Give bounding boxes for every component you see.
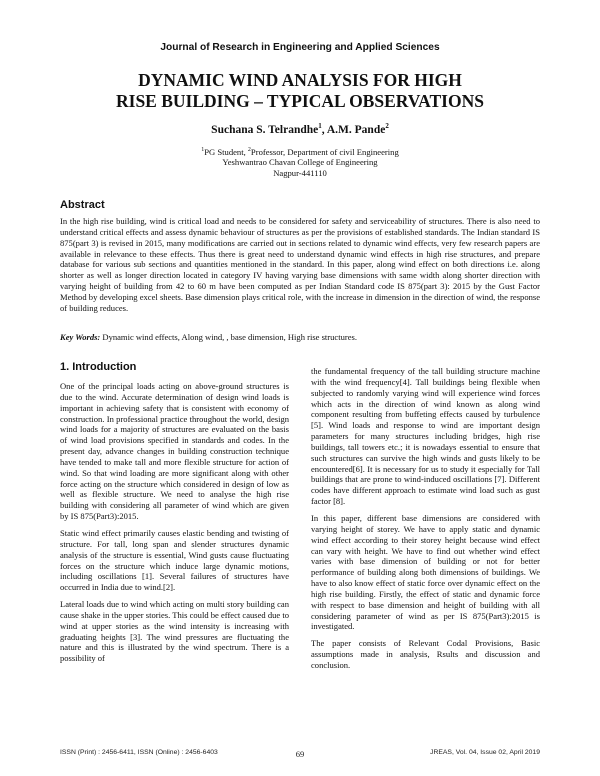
intro-paragraph-3: Lateral loads due to wind which acting on multi story building can cause shake in the upper stories. This could be effect caused due to wind at upper stories as the wind intensity is increasing with graduating heights [3]. The wind pressures are fluctuating the nature and this is illustrated by the wind spectrum. There is a possibility of: [60, 599, 289, 664]
affil-sup-1: 1: [201, 147, 205, 153]
journal-header: Journal of Research in Engineering and Applied Sciences: [160, 42, 440, 53]
title-line-1: DYNAMIC WIND ANALYSIS FOR HIGH: [138, 70, 462, 90]
abstract-heading: Abstract: [60, 199, 105, 211]
intro-paragraph-2: Static wind effect primarily causes elastic bending and twisting of structure. For tall, long span and slender structures dynamic analysis of the structure is essential, Wind gusts cause fluctuating forces on the structure which induce large dynamic motions, including oscillations [1]. Several failures of structures have occurred in India due to wind.[2].: [60, 527, 289, 593]
left-column: [60, 381, 289, 670]
author-1-sup: 1: [318, 122, 322, 130]
author-2-sup: 2: [385, 122, 389, 130]
paper-title: [60, 70, 540, 112]
title-line-2: RISE BUILDING – TYPICAL OBSERVATIONS: [116, 91, 484, 111]
page-number: 69: [295, 749, 305, 759]
intro-heading: 1. Introduction: [60, 361, 137, 373]
keywords-text: Dynamic wind effects, Along wind, , base dimension, High rise structures.: [100, 332, 357, 342]
keywords-label: Key Words:: [60, 332, 101, 342]
affiliation-line-3: Nagpur-441110: [273, 168, 327, 179]
affiliation-line-1: [150, 145, 450, 157]
author-2: A.M. Pande: [326, 123, 386, 136]
intro-paragraph-6: The paper consists of Relevant Codal Provisions, Basic assumptions made in analysis, Rsults and discussion and conclusion.: [311, 638, 540, 670]
affil-role-2: Professor, Department of civil Engineering: [250, 146, 399, 157]
author-1: Suchana S. Telrandhe: [211, 123, 319, 136]
intro-paragraph-1: One of the principal loads acting on above-ground structures is due to the wind. Accurate determination of design wind loads is important in achieving safety that is consistent with economy of construction. In professional practice throughout the world, design wind loads for a majority of structures are evaluated on the basis of wind load provisions specified in standards and codes. In the present day, advance changes in building construction technique have tended to make tall and more flexible structure for action of wind. So that wind loading are more significant along with other force acting on the structure which considered in design of low as well as flexible structure. We need to analyse the high rise building with considering all parameter of wind which are given by IS 875(Part3):2015.: [60, 381, 289, 522]
footer-volume: JREAS, Vol. 04, Issue 02, April 2019: [430, 749, 540, 756]
footer-issn: ISSN (Print) : 2456-6411, ISSN (Online) : 2456-6403: [60, 749, 218, 756]
author-separator: ,: [321, 123, 327, 136]
authors: [0, 122, 600, 136]
affil-role-1: PG Student,: [204, 146, 248, 157]
abstract-text: In the high rise building, wind is critical load and needs to be considered for safety and serviceability of structures. There is also need to understand critical effects and assess dynamic behaviour of structures as per the provisions of established standards. The Indian standard IS 875(part 3) is revised in 2015, many modifications are carried out in sections related to dynamic wind effects, very few research papers are available in relevance to these effects. Thus there is great need to understand dynamic wind effects in high rise structures, and prepare database for various sub sections and quantities mentioned in the standard. In this paper, along wind effect on both directions i.e. along shorter as well as longer direction located in category IV having varying base dimensions with same width along shorter direction with varying height of building from 42 to 60 m have been computed as per Indian Standard code IS 875(part 3): 2015 by the Gust Factor Method by developing excel sheets. Base dimension plays critical role, with the increase in dimension in the direction of wind, the response of building reduces.: [60, 216, 540, 313]
affiliation: [150, 145, 450, 179]
right-column: [311, 366, 540, 677]
affiliation-line-2: Yeshwantrao Chavan College of Engineering: [222, 157, 378, 168]
keywords: [60, 332, 540, 342]
affil-sup-2: 2: [247, 147, 251, 153]
intro-paragraph-5: In this paper, different base dimensions are considered with varying height of storey. We have to apply static and dynamic wind effect according to their storey height because wind effect can vary with height. We have to find out whether wind effect varies with base dimension of building or not for better performance of building along both dimensions of buildings. We have to also know effect of static force over dynamic effect on the high rise building. Firstly, the effect of static and dynamic force with respect to base dimension and height of building with all considering parameter of wind as per IS 875(Part3):2015 is investigated.: [311, 512, 540, 632]
intro-paragraph-4: the fundamental frequency of the tall building structure machine with the wind frequency[4]. Tall buildings being flexible when subjected to randomly varying wind will experience wind forces which acts in the direction of wind known as along wind component resulting from buffeting effects caused by turbulence [5]. Wind loads and response to wind are important design parameters for many structures including bridges, high rise buildings, tall towers etc.; it is nowadays essential to ensure that such structures can survive the high winds and gusts likely to be encountered[6]. It is necessary for us to study it especially for Tall buildings that are prone to wind-induced oscillations [7]. Different codes have different approach to estimate wind load such as gust factor [8].: [311, 366, 540, 507]
